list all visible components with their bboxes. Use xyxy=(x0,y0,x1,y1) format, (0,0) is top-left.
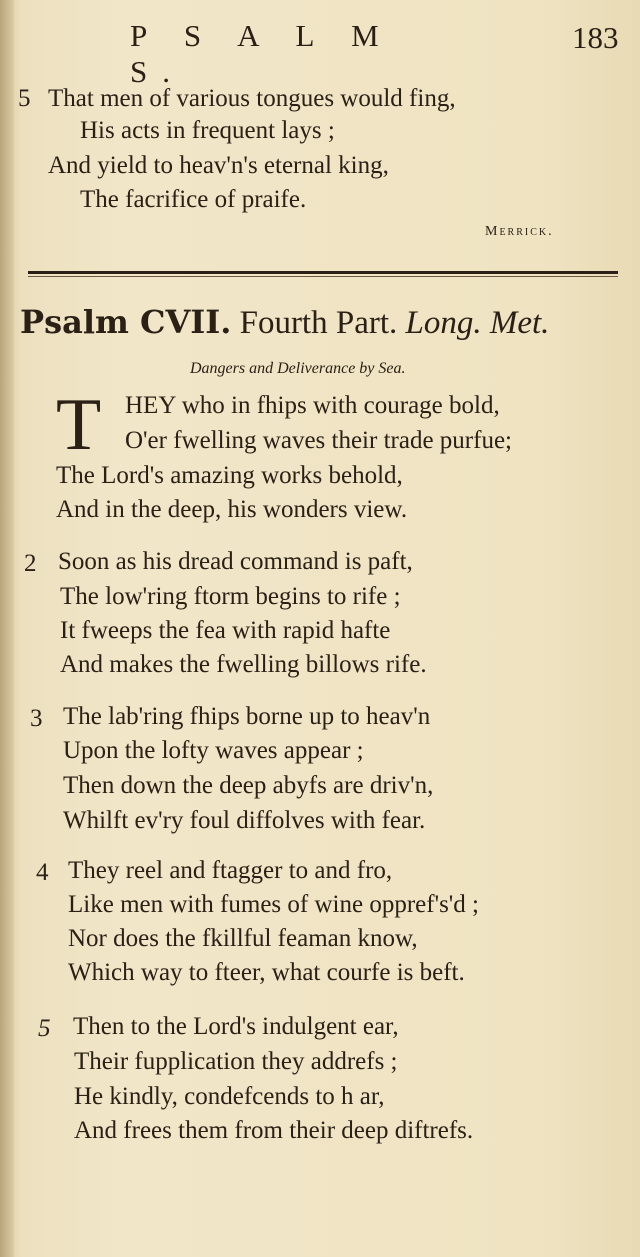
verse-line: They reel and ftagger to and fro, xyxy=(68,857,393,884)
verse-line: The facrifice of praife. xyxy=(80,186,307,213)
verse-line: HEY who in fhips with courage bold, xyxy=(125,392,500,419)
drop-cap: T xyxy=(56,384,102,466)
running-header: P S A L M S. xyxy=(130,18,394,89)
stanza-number: 5 xyxy=(38,1015,51,1042)
psalm-title-part: Fourth Part. xyxy=(239,305,398,341)
verse-line: Like men with fumes of wine oppref's'd ; xyxy=(68,891,479,918)
verse-line: It fweeps the fea with rapid hafte xyxy=(60,617,391,644)
verse-line: Their fupplication they addrefs ; xyxy=(74,1048,398,1075)
stanza-number: 4 xyxy=(36,859,49,886)
psalm-title xyxy=(20,303,625,341)
stanza-number: 5 xyxy=(18,85,31,112)
psalm-title-meter: Long. Met. xyxy=(405,305,550,341)
psalm-subtitle: Dangers and Deliverance by Sea. xyxy=(190,360,406,377)
verse-line: Nor does the fkillful feaman know, xyxy=(68,925,418,952)
verse-line: And frees them from their deep diftrefs. xyxy=(74,1117,474,1144)
psalm-title-blackletter: Psalm CVII. xyxy=(20,303,232,341)
stanza-number: 2 xyxy=(24,550,37,577)
verse-line: And in the deep, his wonders view. xyxy=(56,496,408,523)
stanza-number: 3 xyxy=(30,705,43,732)
section-divider-thin xyxy=(28,276,618,277)
verse-line: Whilft ev'ry foul diffolves with fear. xyxy=(63,807,426,834)
verse-line: And yield to heav'n's eternal king, xyxy=(48,152,389,179)
verse-line: And makes the fwelling billows rife. xyxy=(60,651,427,678)
verse-line: Upon the lofty waves appear ; xyxy=(63,737,364,764)
verse-line: The lab'ring fhips borne up to heav'n xyxy=(63,703,431,730)
verse-line: Which way to fteer, what courfe is beft. xyxy=(68,959,465,986)
page-gutter xyxy=(0,0,14,1257)
section-divider xyxy=(28,271,618,274)
verse-line: That men of various tongues would fing, xyxy=(48,85,456,112)
verse-line: O'er fwelling waves their trade purfue; xyxy=(125,427,512,454)
verse-line: Then down the deep abyfs are driv'n, xyxy=(63,772,434,799)
verse-line: Then to the Lord's indulgent ear, xyxy=(73,1013,399,1040)
author-credit: Merrick. xyxy=(485,224,554,239)
verse-line: The Lord's amazing works behold, xyxy=(56,462,403,489)
page-number: 183 xyxy=(572,20,619,55)
verse-line: His acts in frequent lays ; xyxy=(80,117,335,144)
verse-line: The low'ring ftorm begins to rife ; xyxy=(60,583,401,610)
verse-line: He kindly, condefcends to h ar, xyxy=(74,1083,385,1110)
verse-line: Soon as his dread command is paft, xyxy=(58,548,413,575)
